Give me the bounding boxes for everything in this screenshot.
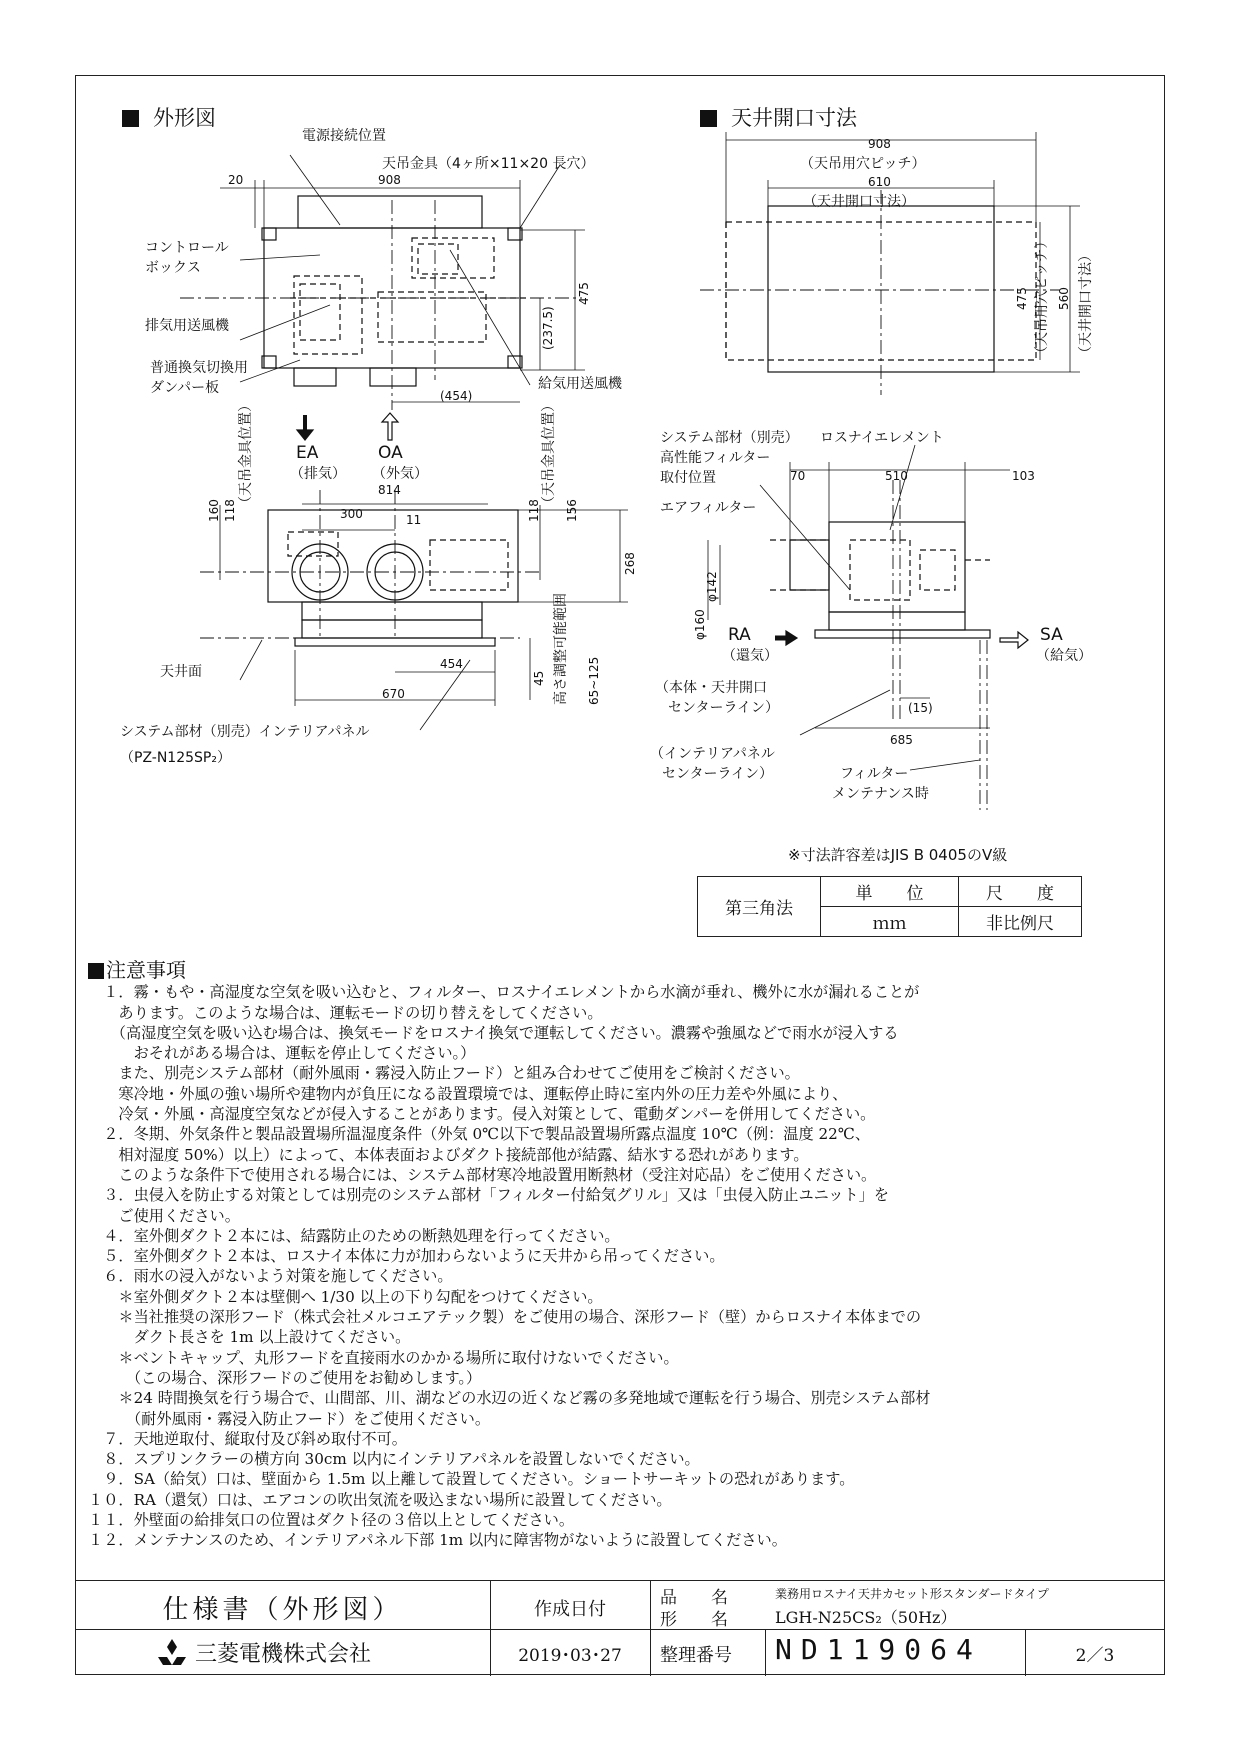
dim-510: 510	[885, 469, 908, 483]
filter-pos-label-1: システム部材（別売）	[660, 430, 799, 446]
mitsubishi-logo-icon	[155, 1638, 189, 1668]
center-line-label-1a: （本体・天井開口	[655, 680, 767, 696]
note-line: （高湿度空気を吸い込む場合は、換気モードをロスナイ換気で運転してください。濃霧や強風などで雨水が浸入する	[88, 1023, 899, 1042]
note-line: １０．RA（還気）口は、エアコンの吹出気流を吸込まない場所に設置してください。	[88, 1490, 672, 1509]
date-label: 作成日付	[534, 1599, 606, 1620]
dim-160b: φ160	[693, 609, 707, 640]
note-line: ５．室外側ダクト２本は、ロスナイ本体に力が加わらないように天井から吊ってください。	[88, 1247, 725, 1266]
dim-475: 475	[577, 282, 591, 305]
dim-20: 20	[228, 173, 244, 187]
note-line: おそれがある場合は、運転を停止してください。）	[88, 1044, 476, 1063]
ea-label: EA	[296, 443, 319, 463]
air-filter-label: エアフィルター	[660, 500, 757, 516]
note-line: ２．冬期、外気条件と製品設置場所温湿度条件（外気 0℃以下で製品設置場所露点温度 10℃（例：温度 22℃、	[88, 1125, 871, 1144]
filter-pos-label-3: 取付位置	[660, 470, 716, 486]
oa-label: OA	[378, 443, 403, 463]
note-line: ６．雨水の浸入がないよう対策を施してください。	[88, 1267, 453, 1286]
power-label: 電源接続位置	[302, 128, 386, 144]
center-line-label-2a: （インテリアパネル	[650, 746, 775, 762]
side-view-panel	[815, 630, 990, 638]
dim-268: 268	[623, 552, 637, 575]
notes-title: 注意事項	[88, 960, 1148, 980]
caution-notes	[88, 960, 1148, 1551]
exhaust-fan-label: 排気用送風機	[145, 318, 229, 334]
unit-value: ｍｍ	[821, 907, 959, 937]
product-name: 業務用ロスナイ天井カセット形スタンダードタイプ	[775, 1587, 1049, 1601]
maintenance-label-1: フィルター	[840, 766, 909, 782]
product-name-label: 品 名	[660, 1588, 728, 1608]
note-line: （この場合、深形フードのご使用をお勧めします。）	[88, 1368, 482, 1387]
note-line: ご使用ください。	[88, 1206, 240, 1225]
dim-160: 160	[207, 499, 221, 522]
top-view-foot-left	[294, 368, 336, 386]
dim-685: 685	[890, 733, 913, 747]
exterior-title: 外形図	[122, 102, 216, 132]
panel-label-2: （PZ-N125SP₂）	[120, 750, 231, 766]
ceiling-face-label: 天井面	[160, 664, 202, 680]
note-line: １．霧・もや・高湿度な空気を吸い込むと、フィルター、ロスナイエレメントから水滴が垂れ、機外に水が漏れることが	[88, 983, 920, 1002]
company-name: 三菱電機株式会社	[195, 1642, 372, 1667]
panel-label-1: システム部材（別売）インテリアパネル	[120, 724, 370, 740]
ceil-open-label: （天井開口寸法）	[803, 194, 915, 210]
filter-pos-label-2: 高性能フィルター	[660, 450, 771, 466]
doc-title: 仕様書（外形図）	[162, 1595, 403, 1625]
note-line: ダクト長さを 1m 以上設けてください。	[88, 1328, 411, 1347]
dim-814: 814	[378, 483, 401, 497]
note-line: １１．外壁面の給排気口の位置はダクト径の３倍以上としてください。	[88, 1511, 574, 1530]
model-label: 形 名	[660, 1610, 728, 1630]
note-line: ８．スプリンクラーの横方向 30cm 以内にインテリアパネルを設置しないでください。	[88, 1450, 700, 1469]
title-block	[75, 1580, 1165, 1676]
center-line-label-1b: センターライン）	[668, 700, 780, 716]
note-line: また、別売システム部材（耐外風雨・霧浸入防止フード）と組み合わせてご使用をご検討ください。	[88, 1064, 800, 1083]
note-line: ９．SA（給気）口は、壁面から 1.5m 以上離して設置してください。ショートサーキットの恐れがあります。	[88, 1470, 855, 1489]
dim-70: 70	[790, 469, 806, 483]
ra-sub-label: （還気）	[722, 648, 778, 664]
control-box-label-2: ボックス	[145, 260, 201, 276]
ceil-pitch-label: （天吊用穴ピッチ）	[800, 156, 926, 172]
note-line: ＊24 時間換気を行う場合で、山間部、川、湖などの水辺の近くなど霧の多発地域で運転を行う場合、別売システム部材	[88, 1389, 931, 1408]
ceil-pitch-label-v: （天吊用穴ピッチ）	[1034, 234, 1050, 360]
note-line: ４．室外側ダクト２本には、結露防止のための断熱処理を行ってください。	[88, 1226, 620, 1245]
ceil-dim-560: 560	[1057, 287, 1071, 310]
date-value: 2019･03･27	[518, 1646, 622, 1666]
damper-label-1: 普通換気切換用	[150, 360, 248, 376]
square-bullet-icon	[88, 963, 104, 979]
hanger-label: 天吊金具（4ヶ所×11×20 長穴）	[382, 156, 595, 172]
note-line: ＊ベントキャップ、丸形フードを直接雨水のかかる場所に取付けないでください。	[88, 1348, 679, 1367]
unit-header: 単 位	[821, 877, 959, 907]
dim-45: 45	[532, 670, 546, 686]
note-line: あります。このような場合は、運転モードの切り替えをしてください。	[88, 1003, 603, 1022]
projection-method: 第三角法	[698, 877, 821, 937]
note-line: ３．虫侵入を防止する対策としては別売のシステム部材「フィルター付給気グリル」又は「虫侵入防止ユニット」を	[88, 1186, 889, 1205]
height-adj-label: 高さ調整可能範囲	[553, 593, 569, 705]
scale-value: 非比例尺	[959, 907, 1082, 937]
hanger-pos-right: （天吊金具位置）	[541, 398, 557, 510]
dim-118-right: 118	[527, 499, 541, 522]
note-line: （耐外風雨・霧浸入防止フード）をご使用ください。	[88, 1409, 491, 1428]
ceil-dim-475: 475	[1015, 287, 1029, 310]
ceil-open-label-v: （天井開口寸法）	[1078, 248, 1094, 360]
note-line: 寒冷地・外風の強い場所や建物内が負圧になる設置環境では、運転停止時に室内外の圧力差や外風により、	[88, 1084, 848, 1103]
page-number: 2／3	[1075, 1646, 1115, 1666]
supply-fan-label: 給気用送風機	[538, 376, 622, 392]
maintenance-label-2: メンテナンス時	[832, 786, 929, 802]
dim-103: 103	[1012, 469, 1035, 483]
company-block	[155, 1637, 455, 1668]
scale-table	[697, 876, 1082, 937]
dim-11: 11	[406, 513, 422, 527]
ceil-dim-908: 908	[868, 137, 891, 151]
oa-sub-label: （外気）	[372, 466, 428, 482]
ea-sub-label: （排気）	[290, 466, 346, 482]
dim-670: 670	[382, 687, 405, 701]
note-line: ７．天地逆取付、縦取付及び斜め取付不可。	[88, 1429, 407, 1448]
dim-65-125: 65~125	[587, 656, 601, 705]
dim-118-left: 118	[223, 499, 237, 522]
lossnay-element-label: ロスナイエレメント	[820, 430, 944, 446]
dim-156: 156	[565, 499, 579, 522]
note-line: 相対湿度 50%）以上）によって、本体表面およびダクト接続部他が結露、結氷する恐れがあります。	[88, 1145, 809, 1164]
ceiling-opening-title: 天井開口寸法	[700, 102, 857, 132]
ref-number: ND119064	[775, 1633, 982, 1666]
dim-142: φ142	[705, 571, 719, 602]
dim-454: 454	[440, 657, 463, 671]
note-line: ＊室外側ダクト２本は壁側へ 1/30 以上の下り勾配をつけてください。	[88, 1287, 603, 1306]
note-line: １２．メンテナンスのため、インテリアパネル下部 1m 以内に障害物がないように設置してください。	[88, 1531, 787, 1550]
note-line: このような条件下で使用される場合には、システム部材寒冷地設置用断熱材（受注対応品）をご使用ください。	[88, 1165, 877, 1184]
front-view-body	[268, 510, 518, 602]
note-line: 冷気・外風・高湿度空気などが侵入することがあります。侵入対策として、電動ダンパーを併用してください。	[88, 1105, 876, 1124]
ceil-dim-610: 610	[868, 175, 891, 189]
sa-label: SA	[1040, 625, 1063, 645]
center-line-label-2b: センターライン）	[662, 766, 774, 782]
ref-number-label: 整理番号	[660, 1645, 732, 1666]
model-number: LGH-N25CS₂（50Hz）	[775, 1608, 957, 1627]
tolerance-note: ※寸法許容差はJIS B 0405のV級	[788, 846, 1008, 864]
dim-237: (237.5)	[541, 306, 555, 350]
dim-300: 300	[340, 507, 363, 521]
dim-15: (15)	[908, 701, 933, 715]
top-view-top-plate	[298, 196, 482, 228]
top-view-foot-right	[370, 368, 416, 386]
damper-label-2: ダンパー板	[150, 380, 220, 396]
hanger-pos-left: （天吊金具位置）	[238, 398, 254, 510]
scale-header: 尺 度	[959, 877, 1082, 907]
sa-sub-label: （給気）	[1036, 648, 1092, 664]
dim-454-paren: (454)	[440, 389, 473, 403]
ra-label: RA	[728, 625, 751, 645]
note-line: ＊当社推奨の深形フード（株式会社メルコエアテック製）をご使用の場合、深形フード（壁）からロスナイ本体までの	[88, 1308, 922, 1327]
front-view-panel	[295, 638, 495, 646]
dim-908: 908	[378, 173, 401, 187]
control-box-label-1: コントロール	[145, 240, 229, 256]
